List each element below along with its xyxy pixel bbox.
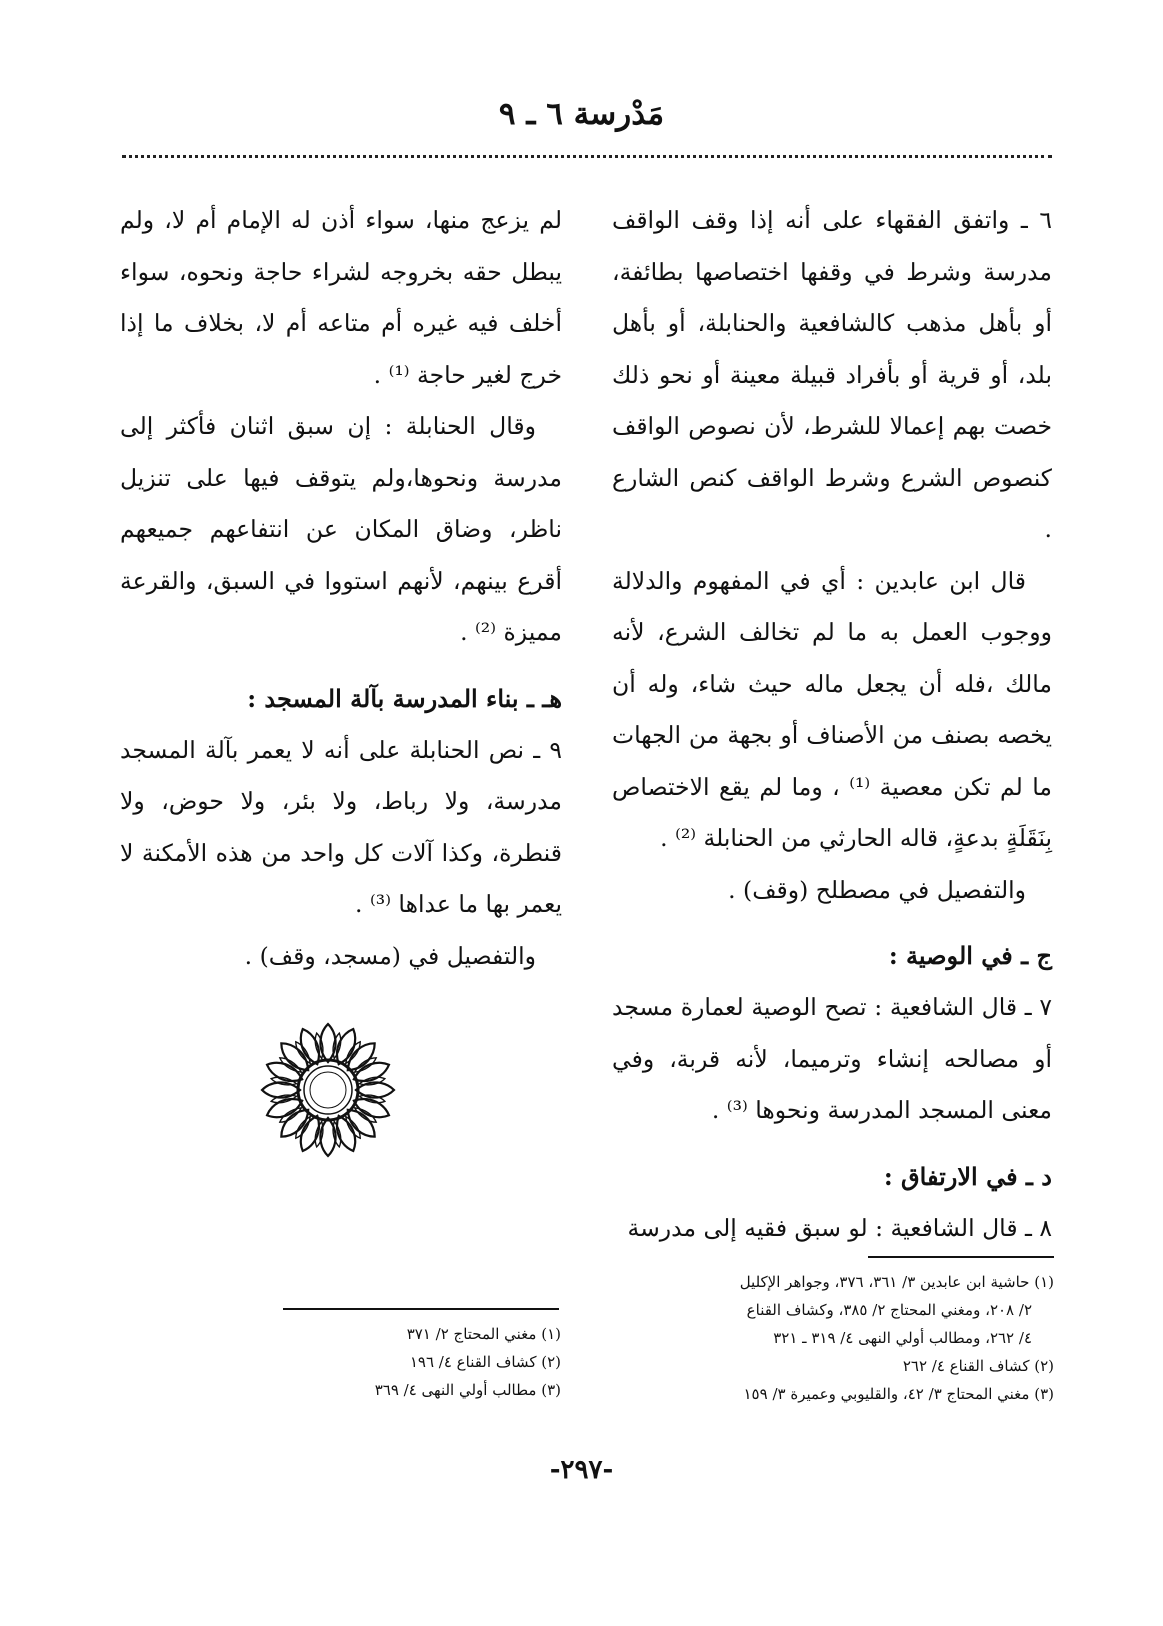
footnote-item: (٢) كشاف القناع ٤/ ٢٦٢	[902, 1357, 1054, 1375]
star-rosette-ornament-icon	[258, 1020, 398, 1160]
paragraph-detail-waqf: والتفصيل في مصطلح (وقف) .	[728, 875, 1026, 904]
header-dotted-rule	[122, 155, 1052, 158]
footnote-item: ٢/ ٢٠٨، ومغني المحتاج ٢/ ٣٨٥، وكشاف القناع	[746, 1301, 1032, 1319]
footnote-item: (١) حاشية ابن عابدين ٣/ ٣٦١، ٣٧٦، وجواهر الإكليل	[739, 1273, 1054, 1291]
section-h-heading: هـ ـ بناء المدرسة بآلة المسجد :	[247, 683, 562, 713]
paragraph-8-continued: لم يزعج منها، سواء أذن له الإمام أم لا، ولم يبطل حقه بخروجه لشراء حاجة ونحوه، سواء أخلف فيه غيره أم متاعه أم لا، بخلاف ما إذا خرج لغير حاجة ⁽¹⁾ .	[120, 206, 562, 389]
footnote-item: (٢) كشاف القناع ٤/ ١٩٦	[409, 1353, 561, 1371]
section-c-heading: ج ـ في الوصية :	[888, 941, 1052, 970]
footnote-item: (٣) مغني المحتاج ٣/ ٤٢، والقليوبي وعميرة ٣/ ١٥٩	[743, 1385, 1054, 1403]
paragraph-ibn-abidin: قال ابن عابدين : أي في المفهوم والدلالة ووجوب العمل به ما لم تخالف الشرع، لأنه مالك ،فله أن يجعل ماله حيث شاء، وله أن يخصه بصنف من الأصناف أو بجهة من الجهات ما لم تكن معصية ⁽¹⁾ ، وما لم يقع الاختصاص بِنَقَلَةٍ بدعةٍ، قاله الحارثي من الحنابلة ⁽²⁾ .	[612, 566, 1052, 852]
page-number: -٢٩٧-	[549, 1455, 614, 1485]
section-d-heading: د ـ في الارتفاق :	[883, 1161, 1052, 1191]
footnotes-left	[283, 1320, 561, 1404]
footnote-item: (١) مغني المحتاج ٢/ ٣٧١	[406, 1325, 561, 1343]
paragraph-7: ٧ ـ قال الشافعية : تصح الوصية لعمارة مسجد أو مصالحه إنشاء وترميما، لأنه قربة، وفي معنى المسجد المدرسة ونحوها ⁽³⁾ .	[612, 993, 1052, 1124]
paragraph-6: ٦ ـ واتفق الفقهاء على أنه إذا وقف الواقف مدرسة وشرط في وقفها اختصاصها بطائفة، أو بأهل مذهب كالشافعية والحنابلة، أو بأهل بلد، أو قرية أو بأفراد قبيلة معينة أو نحو ذلك خصت بهم إعمالا للشرط، لأن نصوص الواقف كنصوص الشرع وشرط الواقف كنص الشارع .	[612, 206, 1052, 543]
footnote-item: ٤/ ٢٦٢، ومطالب أولي النهى ٤/ ٣١٩ ـ ٣٢١	[773, 1329, 1032, 1347]
footnote-item: (٣) مطالب أولي النهى ٤/ ٣٦٩	[374, 1381, 561, 1399]
footnotes-right	[612, 1268, 1054, 1408]
left-column	[120, 195, 562, 982]
page-title: مَدْرسة ٦ ـ ٩	[498, 96, 665, 132]
right-column	[612, 195, 1052, 1254]
footnote-rule-left	[283, 1308, 559, 1310]
paragraph-9: ٩ ـ نص الحنابلة على أنه لا يعمر بآلة المسجد مدرسة، ولا رباط، ولا بئر، ولا حوض، ولا قنطرة، وكذا آلات كل واحد من هذه الأمكنة لا يعمر بها ما عداها ⁽³⁾ .	[120, 735, 562, 918]
paragraph-detail-masjid: والتفصيل في (مسجد، وقف) .	[244, 941, 536, 970]
paragraph-hanabila: وقال الحنابلة : إن سبق اثنان فأكثر إلى مدرسة ونحوها،ولم يتوقف فيها على تنزيل ناظر، وضاق المكان عن انتفاعهم جميعهم أقرع بينهم، لأنهم استووا في السبق، والقرعة مميزة ⁽²⁾ .	[120, 412, 562, 646]
paragraph-8: ٨ ـ قال الشافعية : لو سبق فقيه إلى مدرسة	[627, 1213, 1052, 1242]
footnote-rule-right	[868, 1256, 1054, 1258]
